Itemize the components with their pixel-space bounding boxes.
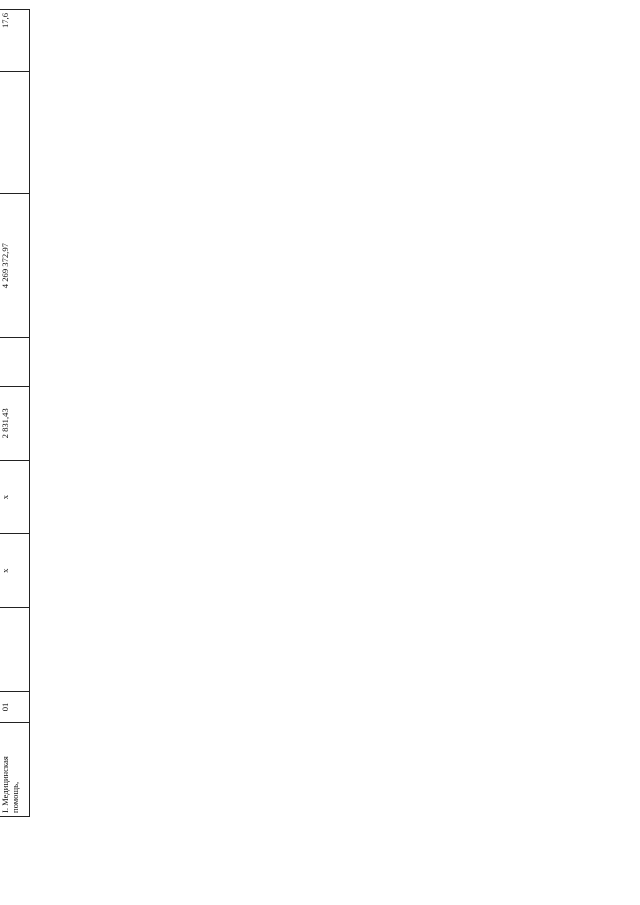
row-per-capita-oms	[0, 337, 30, 386]
row-unit	[0, 608, 30, 692]
row-volume: х	[0, 534, 30, 608]
row-percent: 17,6	[0, 10, 30, 72]
table-row	[0, 10, 30, 817]
row-kind: I. Медицинская помощь,	[0, 722, 30, 816]
row-total-oms	[0, 71, 30, 194]
row-per-capita-budget: 2 831,43	[0, 386, 30, 460]
row-unit-cost: х	[0, 460, 30, 534]
row-total-budget: 4 269 372,97	[0, 194, 30, 337]
row-number: 01	[0, 692, 30, 723]
cost-table	[0, 9, 30, 817]
